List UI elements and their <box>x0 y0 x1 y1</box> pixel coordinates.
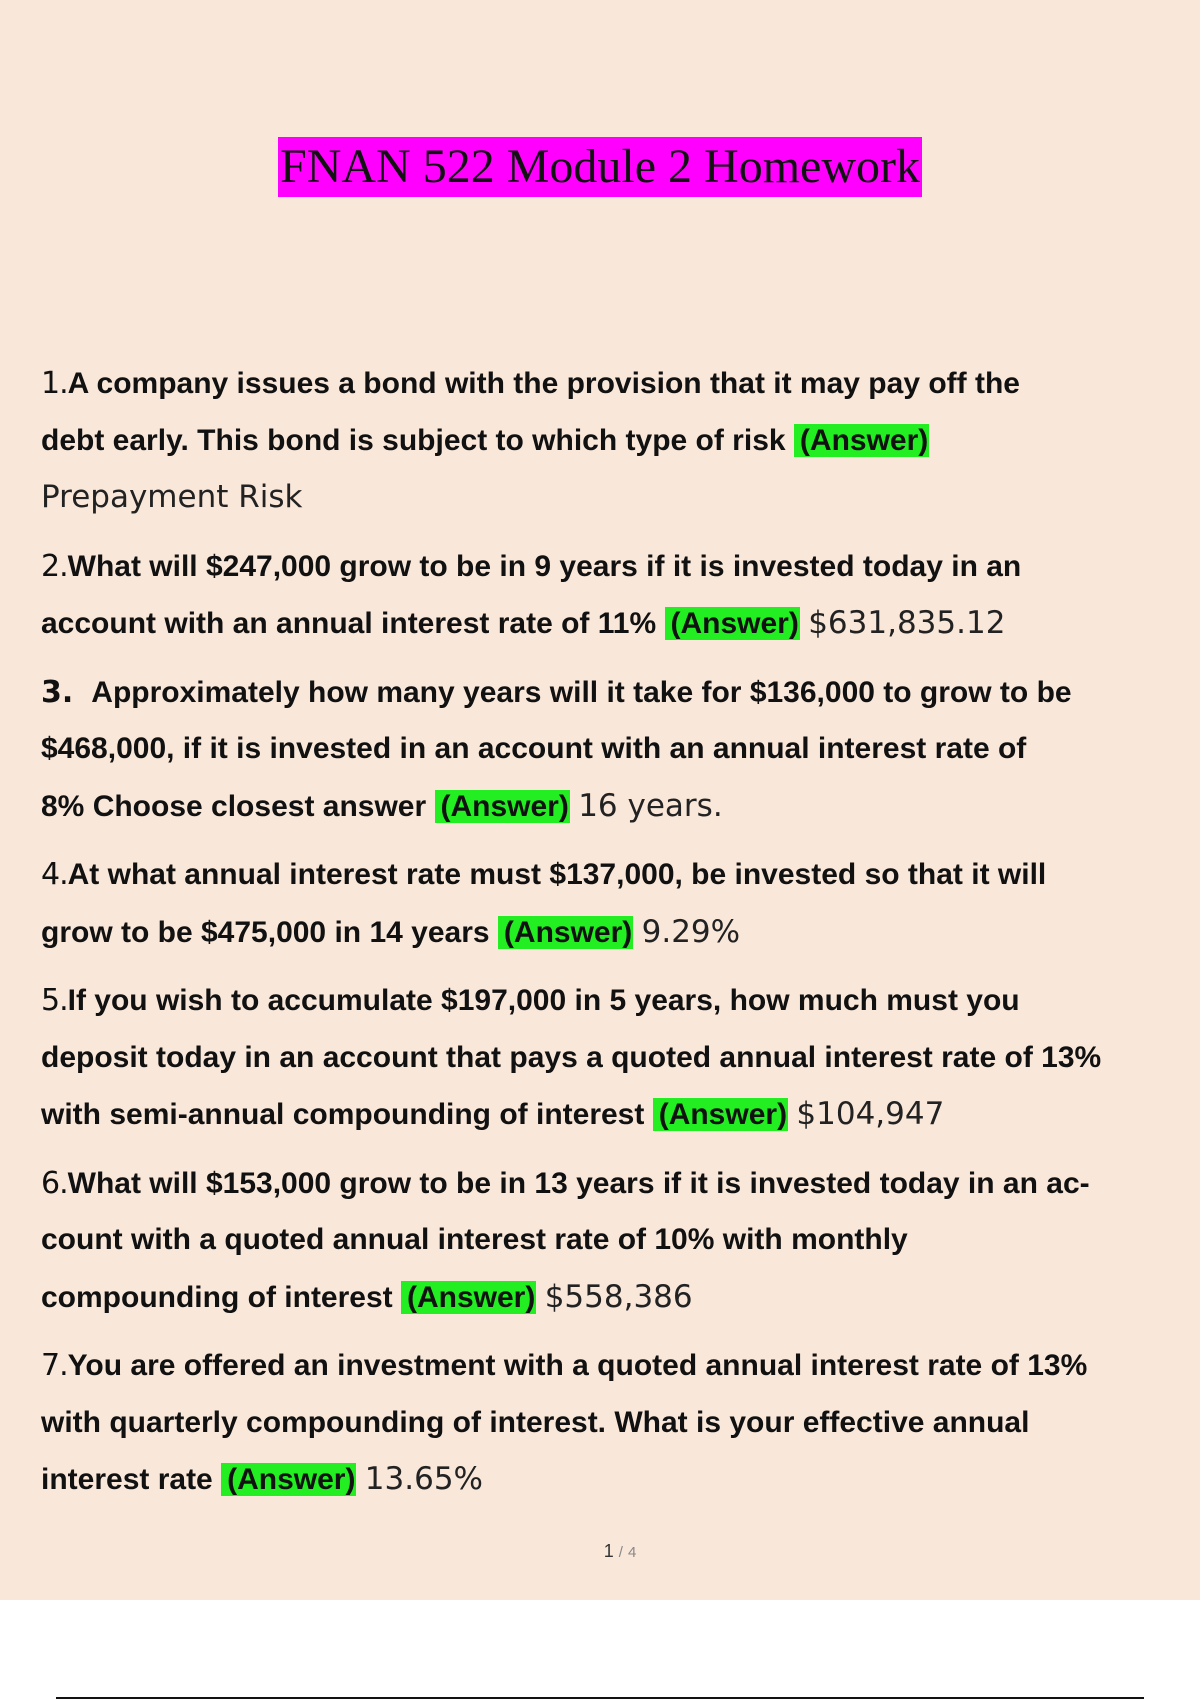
answer-label: (Answer) <box>794 424 929 457</box>
question-text: with semi-annual compounding of interest <box>41 1098 645 1131</box>
question-number: 3. <box>41 674 74 710</box>
question-text: What will $247,000 grow to be in 9 years if it is invested today in an <box>67 549 1022 583</box>
question-text: You are offered an investment with a quoted annual interest rate of 13% <box>67 1349 1088 1382</box>
question-text: account with an annual interest rate of 11% <box>41 607 657 640</box>
question-6 <box>41 1156 1181 1327</box>
question-text: $468,000, if it is invested in an account with an annual interest rate of <box>41 732 1027 765</box>
footer-divider <box>56 1697 1144 1699</box>
question-number: 5. <box>41 983 68 1018</box>
question-3 <box>41 665 1181 836</box>
question-list <box>41 356 1181 1521</box>
question-number: 6. <box>41 1165 68 1201</box>
answer-label: (Answer) <box>435 790 570 823</box>
question-1 <box>41 356 1181 527</box>
question-text: count with a quoted annual interest rate of 10% with monthly <box>41 1223 908 1256</box>
question-5 <box>41 973 1181 1144</box>
question-number: 2. <box>41 548 68 584</box>
question-number: 7. <box>41 1348 68 1383</box>
page-indicator <box>0 1541 1200 1562</box>
answer-value: $631,835.12 <box>808 605 1006 641</box>
current-page: 1 <box>603 1541 614 1561</box>
answer-value: 9.29% <box>641 913 741 950</box>
document-title: FNAN 522 Module 2 Homework <box>278 137 922 197</box>
question-text: At what annual interest rate must $137,000, be invested so that it will <box>67 858 1047 891</box>
answer-value: Prepayment Risk <box>41 479 303 515</box>
answer-value: $558,386 <box>544 1278 693 1315</box>
answer-value: 13.65% <box>364 1461 483 1497</box>
question-text: A company issues a bond with the provision that it may pay off the <box>67 367 1020 400</box>
answer-label: (Answer) <box>498 916 633 949</box>
question-number: 1. <box>41 366 68 401</box>
question-text: interest rate <box>41 1463 213 1496</box>
question-text: Approximately how many years will it take for $136,000 to grow to be <box>91 675 1072 709</box>
question-text: deposit today in an account that pays a quoted annual interest rate of 13% <box>41 1040 1102 1074</box>
answer-label: (Answer) <box>401 1281 536 1314</box>
question-4 <box>41 847 1181 961</box>
page-separator: / <box>618 1544 623 1561</box>
question-text: compounding of interest <box>41 1280 393 1314</box>
question-2 <box>41 539 1181 653</box>
question-text: grow to be $475,000 in 14 years <box>41 915 490 949</box>
title-block <box>0 137 1200 197</box>
answer-label: (Answer) <box>665 607 800 640</box>
question-text: What will $153,000 grow to be in 13 years if it is invested today in an ac- <box>67 1166 1090 1200</box>
question-7 <box>41 1338 1181 1509</box>
question-number: 4. <box>41 857 68 892</box>
question-text: with quarterly compounding of interest. What is your effective annual <box>41 1405 1030 1439</box>
question-text: If you wish to accumulate $197,000 in 5 years, how much must you <box>67 984 1020 1017</box>
question-text: 8% Choose closest answer <box>41 789 427 823</box>
answer-value: $104,947 <box>796 1096 945 1132</box>
answer-label: (Answer) <box>653 1098 788 1131</box>
answer-label: (Answer) <box>221 1463 356 1496</box>
total-pages: 4 <box>627 1544 637 1561</box>
question-text: debt early. This bond is subject to which type of risk <box>41 423 786 457</box>
answer-value: 16 years. <box>578 787 723 824</box>
